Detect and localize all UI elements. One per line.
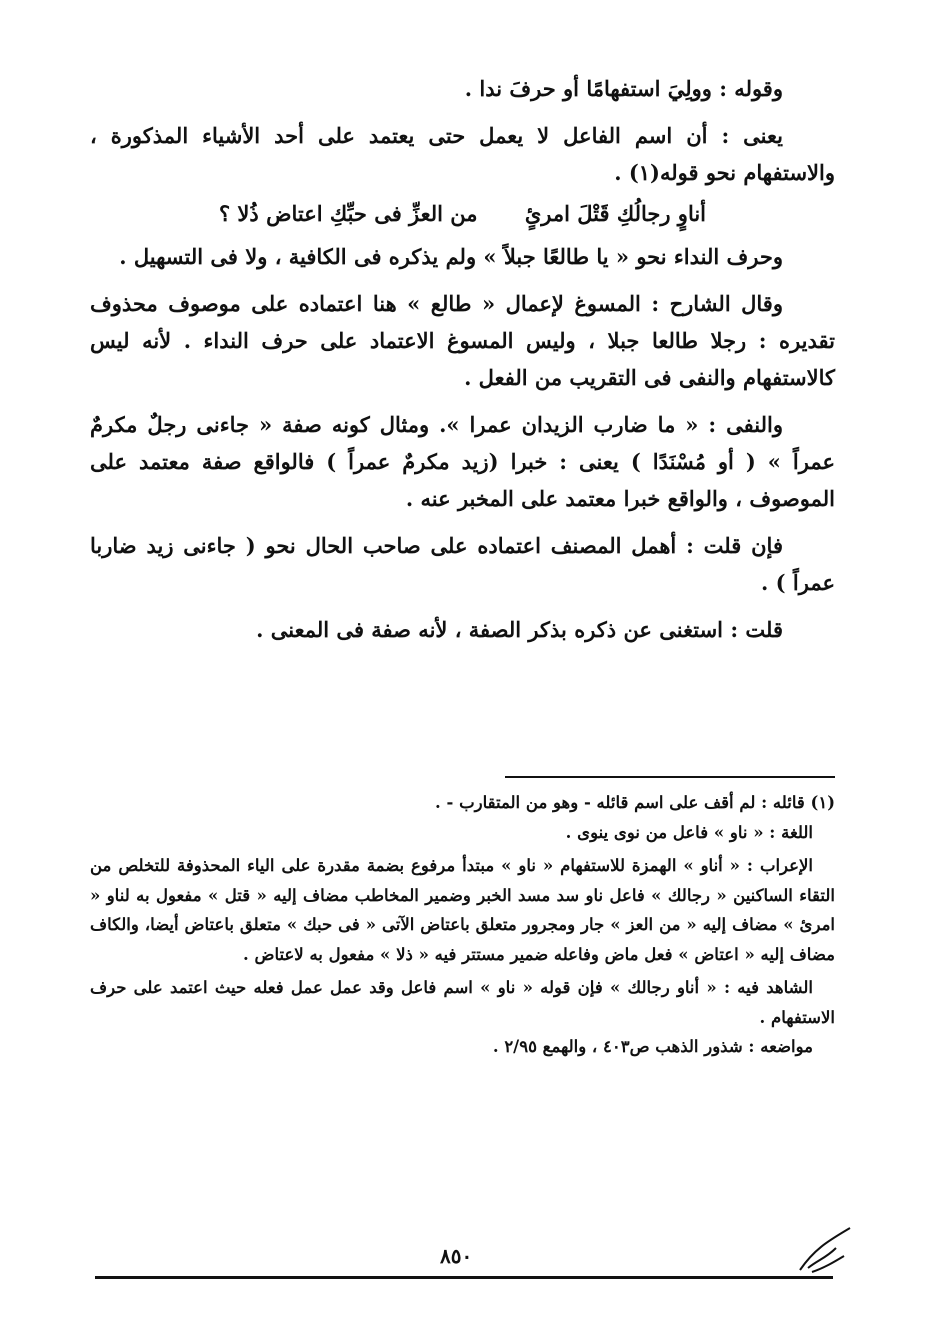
footnote-1: (١) قائله : لم أقف على اسم قائله - وهو من المتقارب - .	[435, 793, 835, 812]
footnote-sources: مواضعه : شذور الذهب ص٤٠٣ ، والهمع ٢/٩٥ .	[492, 1037, 813, 1056]
paragraph-3: وحرف النداء نحو « يا طالعًا جبلاً » ولم يذكره فى الكافية ، ولا فى التسهيل .	[119, 244, 783, 269]
footnote-separator	[505, 776, 835, 778]
verse-second-hemistich: من العزِّ فى حبِّكِ اعتاض ذُلا ؟	[218, 201, 478, 226]
bottom-rule	[95, 1276, 833, 1279]
paragraph-7: قلت : استغنى عن ذكره بذكر الصفة ، لأنه صفة فى المعنى .	[256, 617, 783, 642]
paragraph-2: يعنى : أن اسم الفاعل لا يعمل حتى يعتمد على أحد الأشياء المذكورة ، والاستفهام نحو قوله(١) .	[90, 123, 835, 185]
verse-line	[90, 191, 835, 238]
footnote-language: اللغة : « ناو » فاعل من نوى ينوى .	[565, 822, 813, 842]
flourish-ornament	[790, 1218, 870, 1278]
paragraph-5: والنفى : « ما ضارب الزيدان عمرا ». ومثال كونه صفة « جاءنى رجلٌ مكرمٌ عمراً » ( أو مُسْنَدًا ) يعنى : خبرا (زيد مكرمٌ عمراً ) فالواقع صفة معتمد على الموصوف ، والواقع خبرا معتمد على المخبر عنه .	[90, 412, 835, 511]
paragraph-1: وقوله : وولِيَ استفهامًا أو حرفَ ندا .	[464, 76, 783, 101]
page-number: ٨٥٠	[440, 1244, 473, 1268]
main-text	[90, 70, 835, 648]
footnote-parsing: الإعراب : « أناو » الهمزة للاستفهام « ناو » مبتدأ مرفوع بضمة مقدرة على الياء المحذوفة للتخلص من التقاء الساكنين « رجالك » فاعل ناو سد مسد الخبر وضمير المخاطب مضاف إليه « قتل » مفعول به لناو « امرئ » مضاف إليه « من العز » جار ومجرور متعلق باعتاض الآتى « فى حبك » متعلق باعتاض أيضا، والكاف مضاف إليه « اعتاض » فعل ماض وفاعله ضمير مستتر فيه « ذلا » مفعول به لاعتاض .	[90, 856, 835, 964]
paragraph-6: فإن قلت : أهمل المصنف اعتماده على صاحب الحال نحو ( جاءنى زيد ضاربا عمراً ) .	[90, 533, 835, 595]
verse-first-hemistich: أناوٍ رجالُكِ قَتْلَ امرئٍ	[524, 201, 707, 226]
document-page	[90, 70, 835, 1310]
paragraph-4: وقال الشارح : المسوغ لإعمال « طالع » هنا اعتماده على موصوف محذوف تقديره : رجلا طالعا جبلا ، وليس المسوغ الاعتماد على حرف النداء . لأنه ليس كالاستفهام والنفى فى التقريب من الفعل .	[90, 291, 835, 390]
footnotes	[90, 788, 835, 1062]
footnote-evidence: الشاهد فيه : « أناو رجالك » فإن قوله « ناو » اسم فاعل وقد عمل عمل فعله حيث اعتمد على حرف الاستفهام .	[90, 978, 835, 1027]
